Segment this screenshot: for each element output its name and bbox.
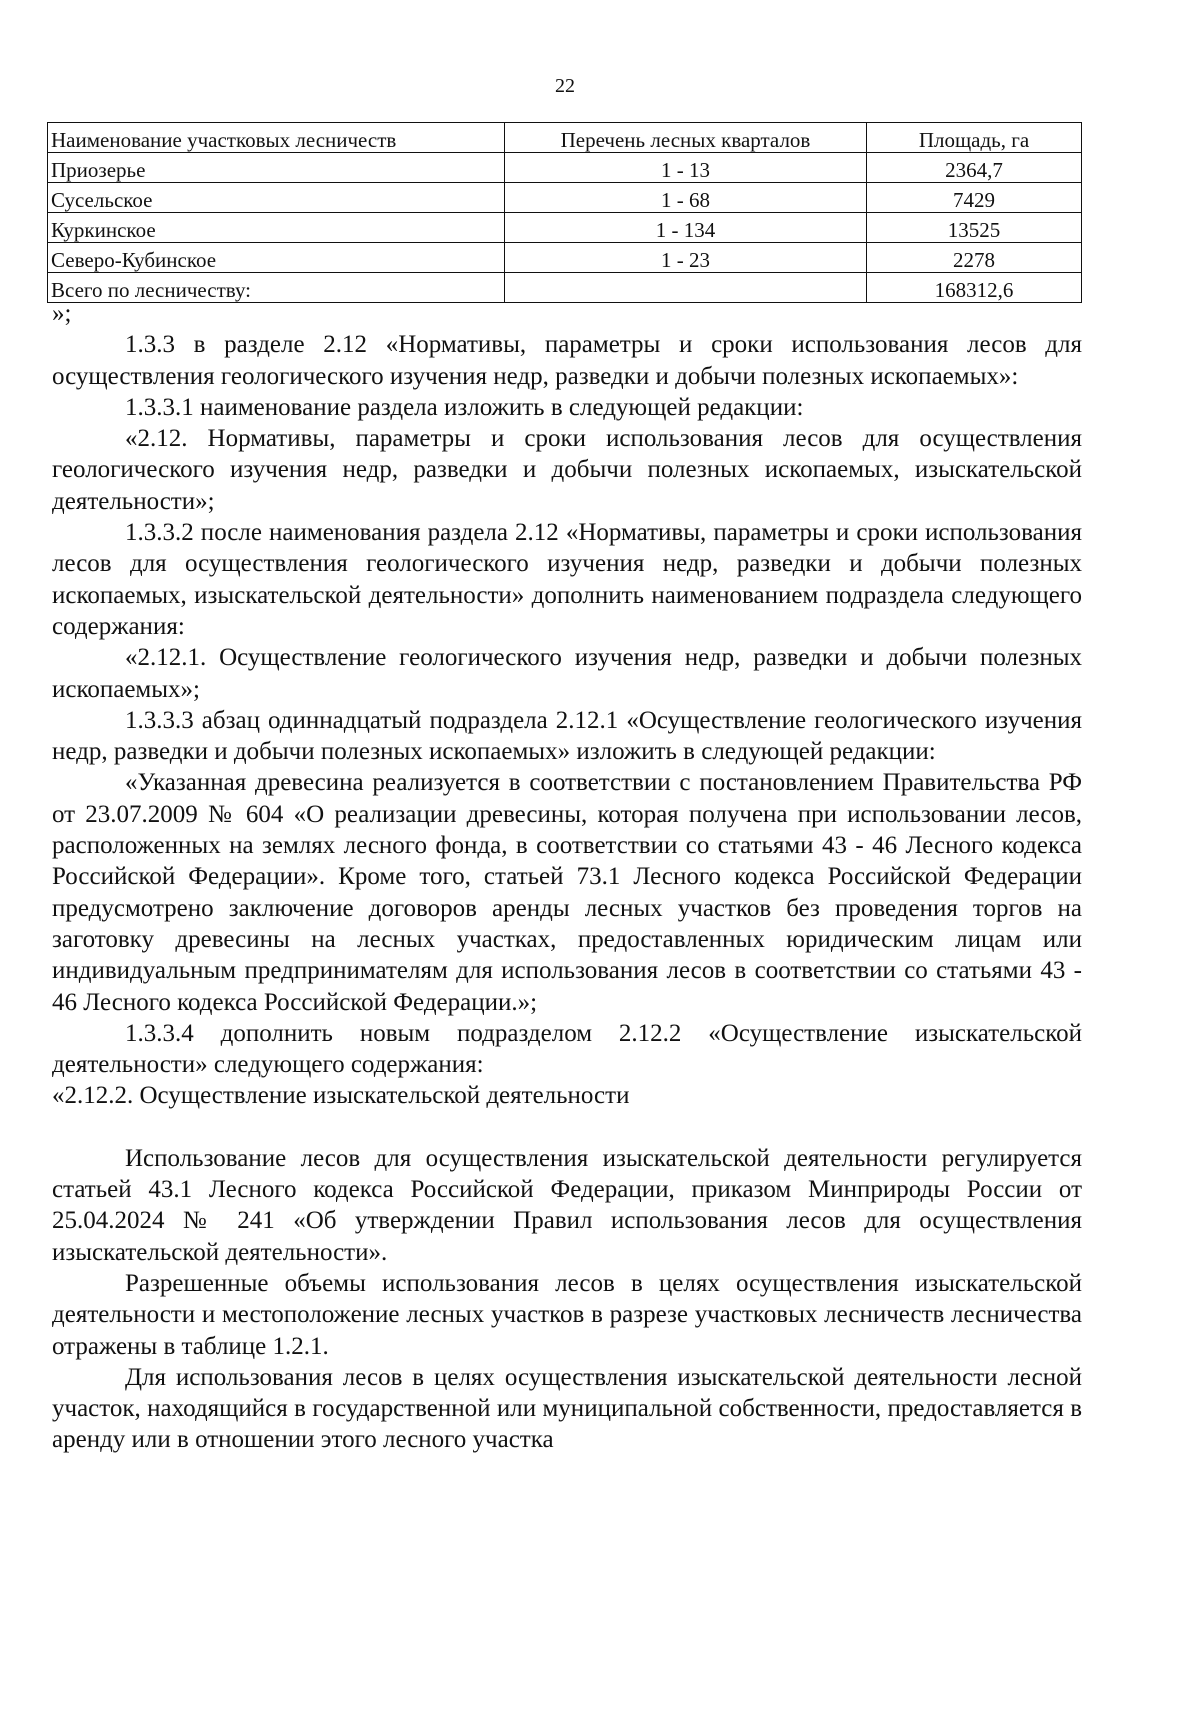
- quarter-list-cell: 1 - 68: [505, 183, 867, 213]
- paragraph-survey-regulation: Использование лесов для осуществления изыскательской деятельности регулируется статьей 43.1 Лесного кодекса Российской Федерации, приказом Минприроды России от 25.04.2024 № 241 «Об утверждении Правил использования лесов для осуществления изыскательской деятельности».: [52, 1144, 1082, 1266]
- paragraph-allowed-volumes: Разрешенные объемы использования лесов в целях осуществления изыскательской деятельности и местоположение лесных участков в разрезе участковых лесничеств лесничества отражены в таблице 1.2.1.: [52, 1269, 1082, 1360]
- quarter-list-cell: 1 - 23: [505, 243, 867, 273]
- area-cell: 13525: [867, 213, 1082, 243]
- district-name-cell: Куркинское: [48, 213, 505, 243]
- district-name-cell: Северо-Кубинское: [48, 243, 505, 273]
- page-number: 22: [555, 75, 575, 97]
- area-cell: 7429: [867, 183, 1082, 213]
- header-area: Площадь, га: [867, 123, 1082, 153]
- paragraph-1-3-3-4: 1.3.3.4 дополнить новым подразделом 2.12.2 «Осуществление изыскательской деятельности» следующего содержания:: [52, 1019, 1082, 1079]
- district-name-cell: Приозерье: [48, 153, 505, 183]
- document-body: [52, 298, 1082, 1456]
- quarter-list-cell: 1 - 134: [505, 213, 867, 243]
- closing-quote: »;: [52, 300, 72, 327]
- paragraph-1-3-3-2: 1.3.3.2 после наименования раздела 2.12 «Нормативы, параметры и сроки использования лесов для осуществления геологического изучения недр, разведки и добычи полезных ископаемых, изыскательской деятельности» дополнить наименованием подраздела следующего содержания:: [52, 519, 1082, 640]
- total-area-cell: 168312,6: [867, 273, 1082, 303]
- blank-line: [52, 1112, 1082, 1143]
- quarter-list-cell: 1 - 13: [505, 153, 867, 183]
- header-district-name: Наименование участковых лесничеств: [48, 123, 505, 153]
- area-cell: 2364,7: [867, 153, 1082, 183]
- subsection-title-2-12-2: «2.12.2. Осуществление изыскательской деятельности: [52, 1082, 630, 1110]
- quoted-paragraph-timber: «Указанная древесина реализуется в соответствии с постановлением Правительства РФ от 23.07.2009 № 604 «О реализации древесины, которая получена при использовании лесов, расположенных на землях лесного фонда, в соответствии со статьями 43 - 46 Лесного кодекса Российской Федерации». Кроме того, статьей 73.1 Лесного кодекса Российской Федерации предусмотрено заключение договоров аренды лесных участков без проведения торгов на заготовку древесины на лесных участках, предоставленных юридическим лицам или индивидуальным предпринимателям для использования лесов в соответствии со статьями 43 - 46 Лесного кодекса Российской Федерации.»;: [52, 769, 1082, 1016]
- quoted-subsection-title-2-12-1: «2.12.1. Осуществление геологического изучения недр, разведки и добычи полезных ископаемых»;: [52, 644, 1082, 703]
- quoted-section-title-2-12: «2.12. Нормативы, параметры и сроки использования лесов для осуществления геологического изучения недр, разведки и добычи полезных ископаемых, изыскательской деятельности»;: [52, 425, 1082, 515]
- district-name-cell: Сусельское: [48, 183, 505, 213]
- table-row: [48, 153, 1082, 183]
- area-cell: 2278: [867, 243, 1082, 273]
- header-quarter-list: Перечень лесных кварталов: [505, 123, 867, 153]
- paragraph-1-3-3: 1.3.3 в разделе 2.12 «Нормативы, параметры и сроки использования лесов для осуществления геологического изучения недр, разведки и добычи полезных ископаемых»:: [52, 331, 1082, 390]
- forest-quarters-table: [47, 122, 1082, 303]
- paragraph-land-lease: Для использования лесов в целях осуществления изыскательской деятельности лесной участок, находящийся в государственной или муниципальной собственности, предоставляется в аренду или в отношении этого лесного участка: [52, 1363, 1082, 1454]
- table-header-row: [48, 123, 1082, 153]
- table-row: [48, 213, 1082, 243]
- total-label-cell: Всего по лесничеству:: [48, 273, 505, 303]
- paragraph-1-3-3-1: 1.3.3.1 наименование раздела изложить в следующей редакции:: [125, 393, 804, 421]
- table-row: [48, 183, 1082, 213]
- paragraph-1-3-3-3: 1.3.3.3 абзац одиннадцатый подраздела 2.12.1 «Осуществление геологического изучения недр, разведки и добычи полезных ископаемых» изложить в следующей редакции:: [52, 706, 1082, 766]
- table-row: [48, 243, 1082, 273]
